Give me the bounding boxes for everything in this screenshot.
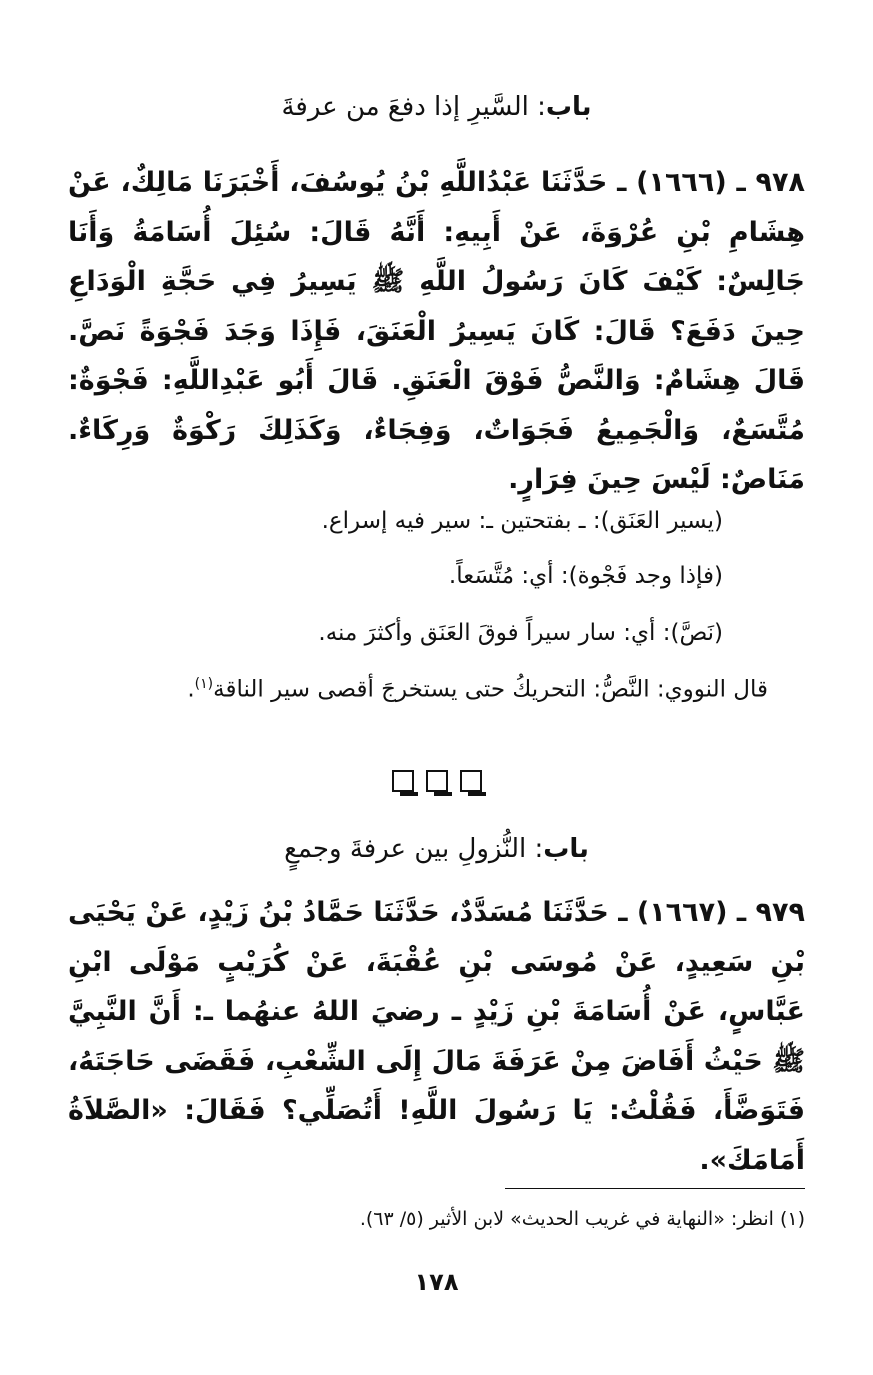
chapter-title-1 xyxy=(80,92,793,122)
hadith-978-text: ٩٧٨ ـ (١٦٦٦) ـ حَدَّثَنَا عَبْدُاللَّهِ بْنُ يُوسُفَ، أَخْبَرَنَا مَالِكٌ، عَنْ هِشَامِ بْنِ عُرْوَةَ، عَنْ أَبِيهِ: أَنَّهُ قَالَ: سُئِلَ أُسَامَةُ وَأَنَا جَالِسٌ: كَيْفَ كَانَ رَسُولُ اللَّهِ ﷺ يَسِيرُ فِي حَجَّةِ الْوَدَاعِ حِينَ دَفَعَ؟ قَالَ: كَانَ يَسِيرُ الْعَنَقَ، فَإِذَا وَجَدَ فَجْوَةً نَصَّ. قَالَ هِشَامٌ: وَالنَّصُّ فَوْقَ الْعَنَقِ. قَالَ أَبُو عَبْدِاللَّهِ: فَجْوَةٌ: مُتَّسَعٌ، وَالْجَمِيعُ فَجَوَاتٌ، وَفِجَاءٌ، وَكَذَلِكَ رَكْوَةٌ وَرِكَاءٌ. مَنَاصٌ: لَيْسَ حِينَ فِرَارٍ. xyxy=(68,167,805,495)
footnote-reference: (١) xyxy=(194,676,214,692)
explanatory-note-3: (نَصَّ): أي: سار سيراً فوقَ العَنَق وأكثرَ منه. xyxy=(318,620,723,646)
nawawi-note-text: قال النووي: النَّصُّ: التحريكُ حتى يستخرجَ أقصى سير الناقة xyxy=(213,676,768,703)
separator-square-icon xyxy=(392,770,414,792)
footnote: (١) انظر: «النهاية في غريب الحديث» لابن الأثير (٥/ ٦٣). xyxy=(359,1208,805,1230)
nawawi-note xyxy=(100,676,768,703)
page-number: ١٧٨ xyxy=(414,1268,459,1296)
chapter-bab-label: باب xyxy=(545,92,592,122)
chapter-title-2 xyxy=(80,834,793,864)
chapter-bab-label: باب xyxy=(543,834,589,864)
separator-square-icon xyxy=(426,770,448,792)
explanatory-note-1: (يسير العَنَق): ـ بفتحتين ـ: سير فيه إسراع. xyxy=(321,508,723,534)
separator-square-icon xyxy=(460,770,482,792)
explanatory-note-2: (فإذا وجد فَجْوة): أي: مُتَّسَعاً. xyxy=(448,563,723,589)
chapter-title-text: : النُّزولِ بين عرفةَ وجمعٍ xyxy=(284,834,544,864)
nawawi-note-end: . xyxy=(187,676,195,703)
hadith-979-text: ٩٧٩ ـ (١٦٦٧) ـ حَدَّثَنَا مُسَدَّدٌ، حَدَّثَنَا حَمَّادُ بْنُ زَيْدٍ، عَنْ يَحْيَى بْنِ سَعِيدٍ، عَنْ مُوسَى بْنِ عُقْبَةَ، عَنْ كُرَيْبٍ مَوْلَى ابْنِ عَبَّاسٍ، عَنْ أُسَامَةَ بْنِ زَيْدٍ ـ رضيَ اللهُ عنهُما ـ: أَنَّ النَّبِيَّ ﷺ حَيْثُ أَفَاضَ مِنْ عَرَفَةَ مَالَ إِلَى الشِّعْبِ، فَقَضَى حَاجَتَهُ، فَتَوَضَّأَ، فَقُلْتُ: يَا رَسُولَ اللَّهِ! أَتُصَلِّي؟ فَقَالَ: «الصَّلاَةُ أَمَامَكَ». xyxy=(68,897,805,1176)
footnote-divider xyxy=(505,1188,805,1189)
section-separator xyxy=(0,770,873,796)
chapter-title-text: : السَّيرِ إذا دفعَ من عرفةَ xyxy=(281,92,546,122)
